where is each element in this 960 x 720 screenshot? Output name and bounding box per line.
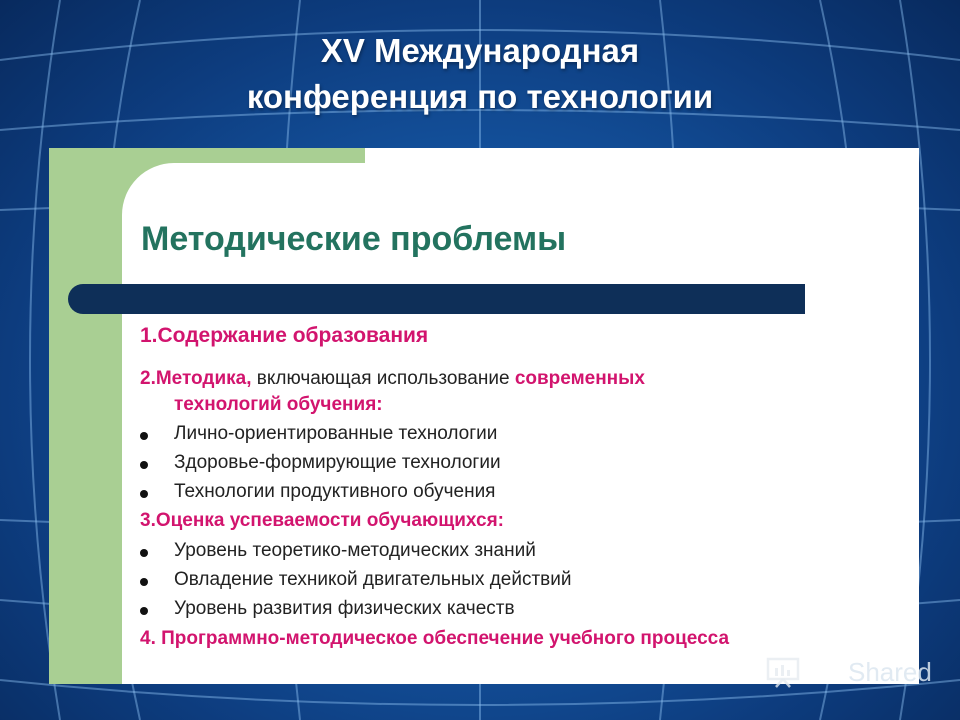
bullet-icon [140, 461, 148, 469]
methods-continuation: технологий обучения: [174, 394, 383, 415]
presentation-icon [766, 656, 800, 688]
slide-title-line-2: конференция по технологии [246, 78, 714, 115]
methods-text: включающая использование [251, 368, 515, 389]
list-item: Уровень развития физических качеств [174, 598, 515, 619]
list-item-methods [140, 368, 645, 390]
heading-divider [68, 284, 805, 314]
list-item: Технологии продуктивного обучения [174, 481, 496, 502]
list-item-assessment: 3.Оценка успеваемости обучающихся: [140, 510, 504, 531]
bullet-icon [140, 490, 148, 498]
bullet-icon [140, 549, 148, 557]
bullet-icon [140, 432, 148, 440]
list-item-content: 1.Содержание образования [140, 324, 429, 347]
bullet-icon [140, 578, 148, 586]
watermark [766, 656, 932, 688]
list-item: Овладение техникой двигательных действий [174, 569, 572, 590]
methods-label: 2.Методика, [140, 368, 252, 389]
slide-title [0, 28, 960, 120]
list-item: Лично-ориентированные технологии [174, 423, 498, 444]
section-heading: Методические проблемы [141, 220, 567, 258]
list-item-software: 4. Программно-методическое обеспечение учебного процесса [140, 628, 730, 649]
bullet-icon [140, 607, 148, 615]
list-item: Здоровье-формирующие технологии [174, 452, 501, 473]
methods-emphasis: современных [514, 368, 645, 389]
list-item: Уровень теоретико-методических знаний [174, 540, 536, 561]
watermark-text: Shared [848, 656, 932, 687]
slide-title-line-1: XV Международная [320, 32, 640, 69]
